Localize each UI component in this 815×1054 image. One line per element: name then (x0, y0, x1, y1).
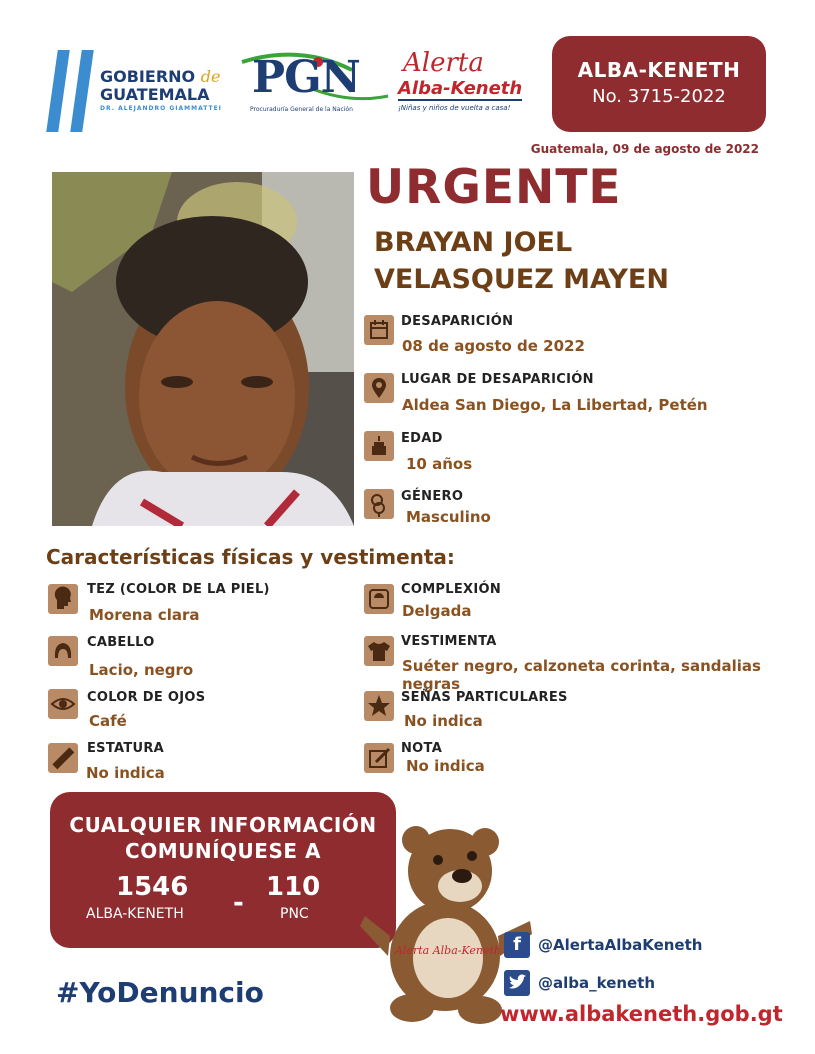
age-value: 10 años (406, 455, 473, 473)
clothing-value: Suéter negro, calzoneta corinta, sandalias negras (402, 657, 761, 693)
skin-tone-value: Morena clara (89, 606, 200, 624)
birthday-cake-icon (364, 431, 394, 461)
hair-label: CABELLO (87, 635, 155, 650)
website-link[interactable]: www.albakeneth.gob.gt (500, 1002, 783, 1026)
head-profile-icon (48, 584, 78, 614)
clothing-label: VESTIMENTA (401, 634, 497, 649)
disappearance-place-value: Aldea San Diego, La Libertad, Petén (402, 396, 708, 414)
alba-keneth-phone: 1546 (116, 872, 189, 902)
note-pencil-icon (364, 743, 394, 773)
twitter-icon[interactable] (504, 970, 530, 996)
eye-icon (48, 689, 78, 719)
government-logo: GOBIERNO de GUATEMALA DR. ALEJANDRO GIAMMATTEI (100, 67, 222, 112)
gender-label: GÉNERO (401, 489, 464, 504)
facebook-handle[interactable]: @AlertaAlbaKeneth (538, 936, 703, 954)
location-pin-icon (364, 373, 394, 403)
contact-info-box (50, 792, 396, 948)
disappearance-date-label: DESAPARICIÓN (401, 314, 514, 329)
note-value: No indica (406, 757, 485, 775)
build-label: COMPLEXIÓN (401, 582, 502, 597)
contact-line-1: CUALQUIER INFORMACIÓN (69, 813, 377, 837)
missing-person-photo (52, 172, 354, 526)
facebook-icon[interactable]: f (504, 932, 530, 958)
publication-date: Guatemala, 09 de agosto de 2022 (530, 142, 759, 156)
scale-icon (364, 584, 394, 614)
age-label: EDAD (401, 431, 443, 446)
ruler-icon (48, 743, 78, 773)
mascot-belly-text: Alerta Alba-Keneth (394, 944, 502, 957)
height-value: No indica (86, 764, 165, 782)
gender-icon (364, 489, 394, 519)
eye-color-label: COLOR DE OJOS (87, 690, 206, 705)
case-number-badge: ALBA-KENETH No. 3715-2022 (552, 36, 766, 132)
alerta-alba-keneth-logo: Alerta Alba-Keneth ¡Niñas y niños de vuelta a casa! (398, 48, 523, 112)
phone-separator: - (233, 888, 244, 918)
twitter-handle[interactable]: @alba_keneth (538, 974, 656, 992)
skin-tone-label: TEZ (COLOR DE LA PIEL) (87, 582, 270, 597)
disappearance-date-value: 08 de agosto de 2022 (402, 337, 585, 355)
height-label: ESTATURA (87, 741, 165, 756)
note-label: NOTA (401, 741, 443, 756)
gender-value: Masculino (406, 508, 491, 526)
contact-line-2: COMUNÍQUESE A (125, 839, 321, 863)
star-icon (364, 691, 394, 721)
pnc-phone: 110 (266, 872, 321, 902)
pnc-phone-label: PNC (280, 906, 309, 922)
build-value: Delgada (402, 602, 472, 620)
government-logo-bars (50, 50, 94, 132)
disappearance-place-label: LUGAR DE DESAPARICIÓN (401, 372, 594, 387)
pgn-logo: PGN Procuraduría General de la Nación (240, 48, 390, 118)
missing-person-name: BRAYAN JOEL VELASQUEZ MAYEN (374, 227, 669, 295)
calendar-icon (364, 315, 394, 345)
urgent-label: URGENTE (366, 160, 622, 215)
distinguishing-marks-label: SEÑAS PARTICULARES (401, 690, 568, 705)
hair-icon (48, 636, 78, 666)
tshirt-icon (364, 636, 394, 666)
hashtag: #YoDenuncio (56, 976, 264, 1009)
distinguishing-marks-value: No indica (404, 712, 483, 730)
hair-value: Lacio, negro (89, 661, 194, 679)
alba-keneth-phone-label: ALBA-KENETH (86, 906, 184, 922)
eye-color-value: Café (89, 712, 127, 730)
characteristics-title: Características físicas y vestimenta: (46, 545, 455, 569)
